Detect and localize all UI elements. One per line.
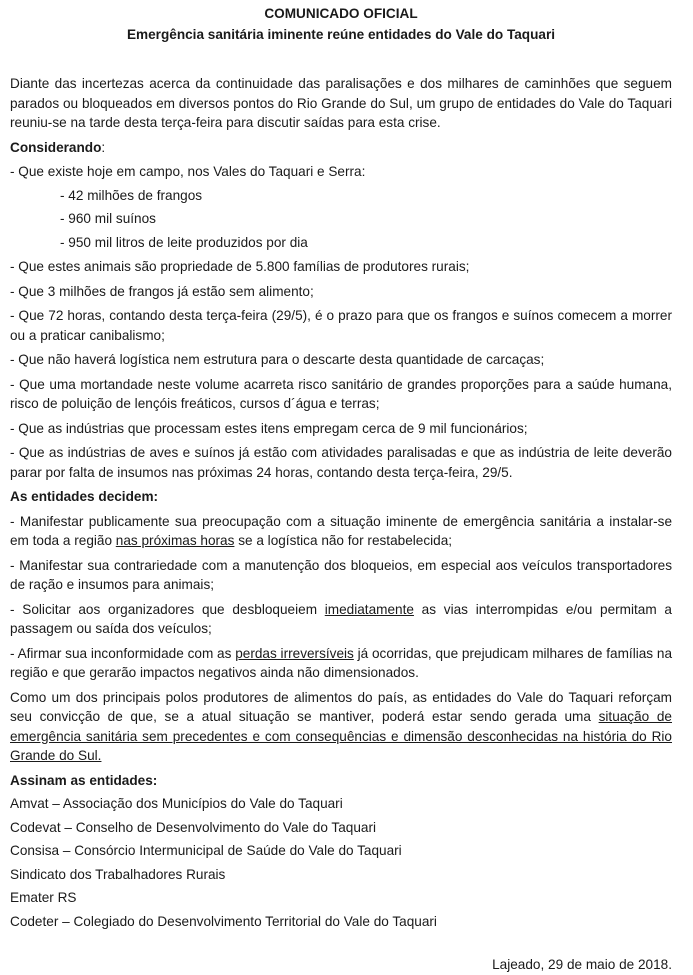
field-item: - 960 mil suínos	[60, 211, 156, 226]
signatory: Codeter – Colegiado do Desenvolvimento Territorial do Vale do Taquari	[10, 913, 437, 929]
decidem-item	[10, 600, 672, 639]
decidem-item-text: se a logística não for restabelecida;	[234, 533, 453, 548]
field-item: - 950 mil litros de leite produzidos por dia	[60, 234, 308, 250]
considerando-item: - Que 72 horas, contando desta terça-feira (29/5), é o prazo para que os frangos e suínos comecem a morrer ou a praticar canibalismo;	[10, 308, 672, 343]
considerando-heading	[10, 138, 672, 158]
signatory: Emater RS	[10, 890, 77, 905]
considerando-item: - Que 3 milhões de frangos já estão sem alimento;	[10, 283, 314, 299]
considerando-colon: :	[101, 139, 106, 155]
decidem-item	[10, 512, 672, 551]
decidem-heading: As entidades decidem:	[10, 489, 159, 504]
decidem-item-text: as vias interrompidas e/ou permitam a passagem ou saída dos veículos;	[10, 601, 672, 636]
decidem-item-text: - Solicitar aos organizadores que desbloqueiem	[10, 601, 325, 617]
signatory: Amvat – Associação dos Municípios do Vale do Taquari	[10, 796, 343, 811]
closing-paragraph	[10, 688, 672, 766]
signatory: Sindicato dos Trabalhadores Rurais	[10, 866, 226, 882]
decidem-item	[10, 644, 672, 683]
closing-emphasis: situação de emergência sanitária sem precedentes e com consequências e dimensão desconhecidas na história do Rio Grande do Sul.	[10, 709, 672, 763]
document-page	[10, 4, 672, 975]
decidem-item-emphasis: perdas irreversíveis	[235, 645, 354, 661]
document-subtitle: Emergência sanitária iminente reúne entidades do Vale do Taquari	[126, 27, 556, 42]
decidem-item: - Manifestar sua contrariedade com a manutenção dos bloqueios, em especial aos veículos transportadores de ração e insumos para animais;	[10, 557, 672, 592]
document-date: Lajeado, 29 de maio de 2018.	[492, 957, 672, 972]
closing-text: Como um dos principais polos produtores de alimentos do país, as entidades do Vale do Taquari reforçam seu convicção de que, se a atual situação se mantiver, poderá estar sendo gerada uma	[10, 689, 672, 724]
decidem-item-text: - Afirmar sua inconformidade com as	[10, 645, 236, 661]
considerando-item: - Que estes animais são propriedade de 5.800 famílias de produtores rurais;	[10, 259, 470, 274]
considerando-field-intro: - Que existe hoje em campo, nos Vales do Taquari e Serra:	[10, 164, 366, 179]
signatory: Consisa – Consórcio Intermunicipal de Saúde do Vale do Taquari	[10, 843, 402, 858]
field-item: - 42 milhões de frangos	[60, 187, 203, 203]
decidem-item-emphasis: nas próximas horas	[115, 533, 235, 548]
signatories-heading: Assinam as entidades:	[10, 772, 158, 788]
considerando-item: - Que as indústrias que processam estes itens empregam cerca de 9 mil funcionários;	[10, 420, 528, 436]
considerando-item: - Que as indústrias de aves e suínos já estão com atividades paralisadas e que as indústria de leite deverão parar por falta de insumos nas próximas 24 horas, contando desta terça-feira, 29/5.	[10, 445, 672, 480]
considerando-item: - Que uma mortandade neste volume acarreta risco sanitário de grandes proporções para a saúde humana, risco de poluição de lençóis freáticos, cursos d´água e terras;	[10, 376, 672, 411]
intro-paragraph: Diante das incertezas acerca da continuidade das paralisações e dos milhares de caminhões que seguem parados ou bloqueados em diversos pontos do Rio Grande do Sul, um grupo de entidades do Vale do Taquari reuniu-se na tarde desta terça-feira para discutir saídas para esta crise.	[10, 76, 672, 130]
considerando-heading-text: Considerando	[10, 139, 102, 155]
signatory: Codevat – Conselho de Desenvolvimento do Vale do Taquari	[10, 819, 377, 835]
considerando-item: - Que não haverá logística nem estrutura para o descarte desta quantidade de carcaças;	[10, 352, 545, 367]
decidem-item-text: já ocorridas, que prejudicam milhares de famílias na região e que gerarão impactos negativos ainda não dimensionados.	[10, 645, 673, 680]
decidem-item-text: - Manifestar publicamente sua preocupação com a situação iminente de emergência sanitária a instalar-se em toda a região	[10, 513, 672, 548]
decidem-item-emphasis: imediatamente	[324, 601, 414, 617]
document-title: COMUNICADO OFICIAL	[264, 6, 418, 21]
